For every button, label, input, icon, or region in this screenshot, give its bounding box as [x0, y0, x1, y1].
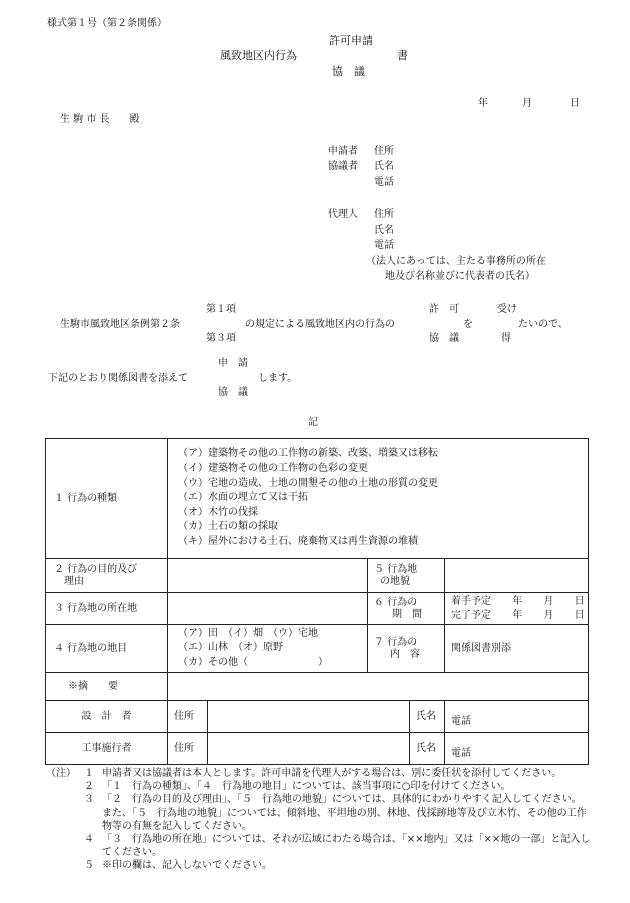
kind-option[interactable]: （ア）建築物その他の工作物の新築、改築、増築又は移転	[178, 448, 438, 460]
applicant-name-label: 氏名	[374, 161, 394, 172]
purpose-label-line2: 理由	[64, 575, 84, 587]
statement-consult-2: 協 議	[218, 387, 248, 398]
note-number: ５	[84, 860, 94, 872]
terrain-label-line1: ５ 行為地	[374, 563, 418, 575]
builder-name-label: 氏名	[410, 733, 445, 765]
kind-options	[168, 439, 589, 559]
designer-phone-label: 電話	[451, 716, 471, 727]
statement-line2-tail: します。	[258, 373, 298, 384]
landuse-label: ４ 行為地の地目	[46, 625, 168, 673]
terrain-field[interactable]	[445, 559, 589, 593]
landuse-option[interactable]: （エ）山林 （オ）原野	[178, 642, 283, 654]
builder-label: 工事施行者	[46, 733, 168, 765]
period-label	[368, 593, 445, 625]
application-table	[45, 438, 589, 765]
agent-address-label: 住所	[374, 209, 394, 220]
title-consultation: 協 議	[332, 65, 365, 78]
applicant-role-2: 協議者	[328, 161, 358, 172]
agent-role: 代理人	[328, 209, 358, 220]
statement-permit: 許 可	[429, 304, 459, 315]
location-label: ３ 行為地の所在地	[46, 593, 168, 625]
note-text: 「３ 行為地の所在地」については、それが広域にわたる場合は、「××地内」又は「××地の一部」と記入してください。	[102, 834, 591, 859]
landuse-option[interactable]: （カ）その他（ ）	[178, 656, 328, 668]
kind-option[interactable]: （キ）屋外における土石、廃棄物又は再生資源の堆積	[178, 535, 418, 547]
period-label-line2: 期 間	[392, 608, 422, 620]
end-day: 日	[574, 609, 585, 621]
kind-option[interactable]: （カ）土石の類の採取	[178, 521, 278, 533]
note-text: 「２ 行為の目的及び理由」、「５ 行為地の地貌」については、具体的にわかりやすく記入してください。また、「５ 行為地の地貌」については、傾斜地、平坦地の別、林地、伐採跡地等及び立木竹、その他の工作物等の有無を記入してください。	[102, 794, 587, 832]
note-number: ２	[84, 781, 94, 793]
end-label: 完了予定	[451, 609, 491, 621]
kind-label: １ 行為の種類	[46, 439, 168, 559]
statement-receive: 受け	[497, 304, 517, 315]
applicant-address-label: 住所	[374, 146, 394, 157]
note-number: １	[84, 768, 94, 779]
note-number: ４	[84, 834, 94, 846]
clause-3: 第３項	[206, 333, 236, 344]
period-field[interactable]	[445, 593, 589, 625]
builder-address-field[interactable]	[208, 733, 410, 765]
statement-line2-lead: 下記のとおり関係図書を添えて	[48, 373, 188, 384]
builder-address-label: 住所	[168, 733, 208, 765]
statement-wo: を	[463, 319, 473, 330]
summary-field	[168, 673, 589, 701]
start-day: 日	[574, 595, 585, 607]
note-text: 「１ 行為の種類」、「４ 行為地の地目」については、該当事項に○印を付けてください。	[102, 781, 511, 793]
note-number: ３	[84, 794, 94, 806]
end-year: 年	[512, 609, 523, 621]
statement-consult: 協 議	[429, 333, 459, 344]
statement-apply: 申 請	[218, 358, 248, 369]
location-field[interactable]	[168, 593, 368, 625]
title-permit-application: 許可申請	[329, 34, 373, 47]
content-label-line1: ７ 行為の	[374, 636, 418, 648]
content-label	[368, 625, 445, 673]
designer-label: 設 計 者	[46, 701, 168, 733]
purpose-label-line1: ２ 行為の目的及び	[54, 563, 138, 575]
date-month: 月	[522, 98, 532, 109]
agent-note-line1: （法人にあっては、主たる事務所の所在	[366, 256, 546, 267]
builder-phone-label: 電話	[451, 748, 471, 759]
period-label-line1: ６ 行為の	[374, 596, 418, 608]
clause-1: 第１項	[206, 304, 236, 315]
applicant-role-1: 申請者	[328, 146, 358, 157]
terrain-label-line2: の地貌	[380, 575, 410, 587]
kind-option[interactable]: （ウ）宅地の造成、土地の開墾その他の土地の形質の変更	[178, 477, 438, 489]
end-month: 月	[543, 609, 554, 621]
kind-option[interactable]: （オ）木竹の伐採	[178, 506, 258, 518]
statement-tail: たいので、	[518, 319, 568, 330]
statement-middle: の規定による風致地区内の行為の	[245, 319, 395, 330]
applicant-phone-label: 電話	[374, 177, 394, 188]
designer-address-label: 住所	[168, 701, 208, 733]
agent-name-label: 氏名	[374, 225, 394, 236]
start-month: 月	[543, 595, 554, 607]
date-year: 年	[478, 98, 488, 109]
note-text: ※印の欄は、記入しないでください。	[102, 860, 272, 872]
builder-phone[interactable]	[445, 733, 589, 765]
title-prefix: 風致地区内行為	[220, 49, 297, 62]
statement-lead: 生駒市風致地区条例第２条	[60, 319, 180, 330]
date-day: 日	[570, 98, 580, 109]
content-label-line2: 内 容	[390, 648, 420, 660]
summary-label: ※摘 要	[46, 673, 168, 701]
kind-option[interactable]: （エ）水面の埋立て又は干拓	[178, 492, 308, 504]
kind-option[interactable]: （イ）建築物その他の工作物の色彩の変更	[178, 463, 368, 475]
note-text: 申請者又は協議者は本人とします。許可申請を代理人がする場合は、別に委任状を添付してください。	[102, 768, 562, 779]
start-year: 年	[512, 595, 523, 607]
purpose-field[interactable]	[168, 559, 368, 593]
form-number: 様式第１号（第２条関係）	[47, 18, 167, 29]
start-label: 着手予定	[451, 595, 491, 607]
title-suffix: 書	[397, 49, 408, 62]
agent-phone-label: 電話	[374, 240, 394, 251]
designer-address-field[interactable]	[208, 701, 410, 733]
agent-note-line2: 地及び名称並びに代表者の氏名）	[385, 271, 535, 282]
statement-obtain: 得	[501, 333, 511, 344]
landuse-options	[168, 625, 368, 673]
notes-head: （注）	[46, 768, 76, 779]
notes	[46, 767, 591, 873]
terrain-label	[368, 559, 445, 593]
ki-mark: 記	[308, 417, 318, 428]
designer-name-label: 氏名	[410, 701, 445, 733]
landuse-option[interactable]: （ア）田 （イ）畑 （ウ）宅地	[178, 627, 318, 639]
designer-phone[interactable]	[445, 701, 589, 733]
addressee: 生 駒 市 長 殿	[60, 114, 140, 125]
purpose-label	[46, 559, 168, 593]
content-value: 関係図書別添	[445, 625, 589, 673]
